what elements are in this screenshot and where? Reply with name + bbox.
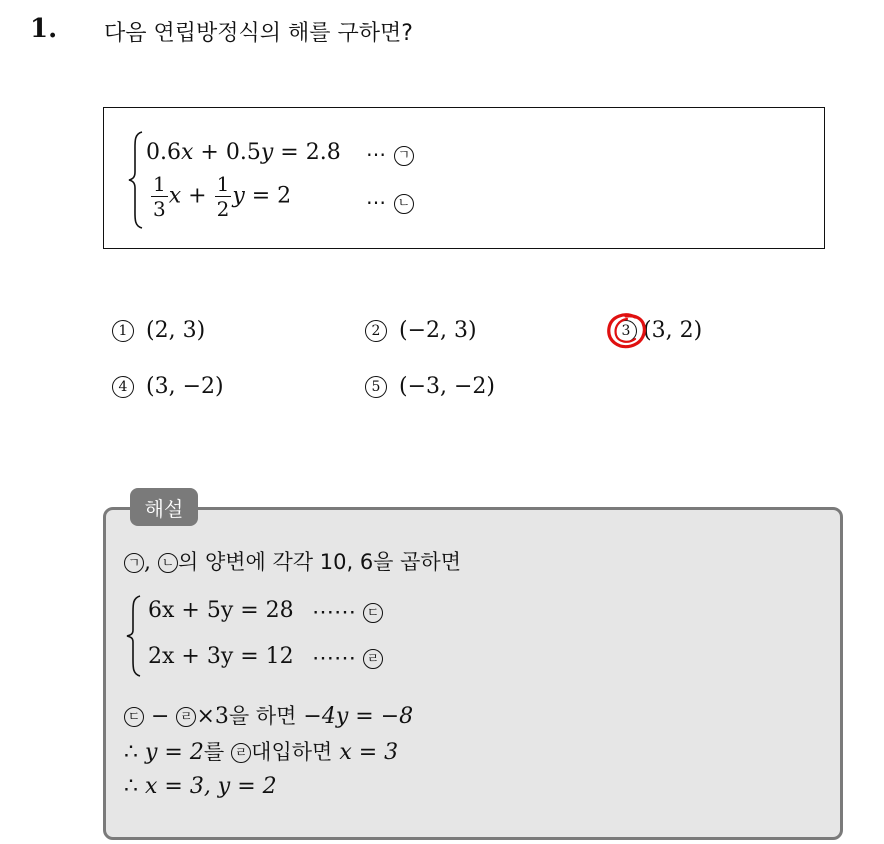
choice-number: 1 (112, 320, 134, 342)
solution-line-4: ∴ y = 2를 ㄹ 대입하면 x = 3 (124, 740, 399, 765)
mark-nieun: ㄴ (158, 553, 178, 573)
question-number: 1. (30, 14, 58, 44)
mark-rieul: ㄹ (176, 707, 196, 727)
equation-system-box (103, 107, 825, 249)
left-brace-icon (126, 594, 142, 678)
mark-nieun: ㄴ (394, 194, 414, 214)
solution-tab-label: 해설 (130, 488, 198, 526)
choice-number: 2 (365, 320, 387, 342)
choice-value: (3, 2) (643, 318, 703, 343)
choice-number: 5 (365, 376, 387, 398)
eq1-coef-x: 0.6 (146, 140, 181, 165)
equation-2: $\frac{1}{3}$ x + $\frac{1}{2}$ y = 2 (153, 172, 292, 221)
solution-eq2-dots: ⋯⋯ ㄹ (312, 646, 383, 671)
mark-giyeok: ㄱ (394, 146, 414, 166)
mark-giyeok: ㄱ (124, 553, 144, 573)
final-answer: x = 3, y = 2 (145, 774, 277, 799)
var-y: y (260, 140, 274, 165)
fraction-one-third: $\frac{1}{3}$ (153, 172, 166, 221)
solution-equation-1 (148, 598, 294, 623)
eq1-coef-y: 0.5 (225, 140, 261, 165)
equation-text: 6x + 5y = 28 (148, 598, 294, 623)
therefore-symbol: ∴ (124, 740, 138, 765)
solution-text: 의 양변에 각각 10, 6을 곱하면 (178, 550, 461, 574)
mark-rieul: ㄹ (231, 743, 251, 763)
choice-2[interactable] (365, 318, 477, 343)
choice-4[interactable] (112, 374, 224, 399)
eq1-rhs: 2.8 (305, 140, 341, 165)
choice-value: (2, 3) (146, 318, 206, 343)
eq1-dots: ⋯ ㄱ (366, 142, 414, 166)
equation-1: 0.6x + 0.5y = 2.8 (146, 140, 341, 165)
var-x: x (181, 140, 194, 165)
choice-3[interactable] (615, 318, 702, 343)
question-text: 다음 연립방정식의 해를 구하면? (104, 21, 413, 46)
choice-number: 4 (112, 376, 134, 398)
choice-value: (3, −2) (146, 374, 224, 399)
mark-digeut: ㄷ (124, 707, 144, 727)
solution-line-1: ㄱ , ㄴ 의 양변에 각각 10, 6을 곱하면 (124, 546, 461, 576)
choice-number: 3 (615, 320, 637, 342)
choice-value: (−3, −2) (399, 374, 496, 399)
choice-5[interactable] (365, 374, 495, 399)
mark-rieul: ㄹ (363, 649, 383, 669)
left-brace-icon (128, 130, 144, 230)
mark-digeut: ㄷ (363, 603, 383, 623)
math-expression: −4y = −8 (303, 704, 414, 729)
therefore-symbol: ∴ (124, 774, 138, 799)
eq2-dots: ⋯ ㄴ (366, 190, 414, 214)
choice-value: (−2, 3) (399, 318, 477, 343)
solution-eq1-dots: ⋯⋯ ㄷ (312, 600, 383, 625)
solution-line-3: ㄷ − ㄹ ×3을 하면 −4y = −8 (124, 700, 413, 730)
choice-1[interactable] (112, 318, 205, 343)
solution-equation-2 (148, 644, 294, 669)
eq2-rhs: 2 (277, 183, 292, 209)
solution-line-5 (124, 774, 277, 799)
equation-text: 2x + 3y = 12 (148, 644, 294, 669)
fraction-one-half: $\frac{1}{2}$ (216, 172, 230, 221)
